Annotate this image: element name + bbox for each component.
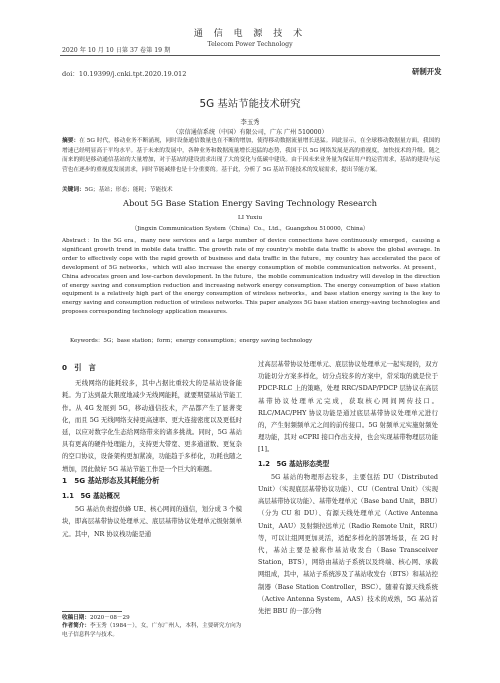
journal-name-cn: 通 信 电 源 技 术	[193, 29, 307, 39]
subsection-heading-1-2: 1.2 5G 基站形态类型	[258, 459, 330, 468]
received-value: 2020－08－29	[89, 615, 130, 621]
keywords-cn-label: 关键词：	[62, 187, 85, 193]
section-heading-1: 1 5G 基站形态及其耗能分析	[62, 475, 160, 485]
paragraph-1-1: 5G 基站负责提供蜂 UE、核心网间的通信，划分成 3 个模块，即高层基带协议处理单元、底层基带协议处理单元级射频单元。其中，NR 协议栈功能是通	[62, 505, 242, 538]
subsection-heading-1-1: 1.1 5G 基站概况	[62, 492, 120, 501]
journal-masthead	[0, 26, 500, 48]
title-cn: 5G 基站节能技术研究	[199, 98, 301, 110]
affiliation-cn: （京信通信系统（中国）有限公司，广东 广州 510000）	[172, 129, 328, 136]
section-tag: 研制开发	[412, 67, 442, 76]
journal-name-en: Telecom Power Technology	[207, 41, 293, 48]
received-date	[62, 614, 242, 622]
footnote-divider	[62, 611, 122, 612]
abstract-en-text: In the 5G era，many new services and a large number of device connections have continuously emerged，causing a significant growth trend in mobile data traffic. The growth rate of my country's mobile data traffic is above the global average. In order to effectively cope with the rapid growth of business and data traffic in the future，my country has accelerated the pace of development of 5G networks，which will also increase the energy consumption of mobile communication networks. At present，China advocates green and low-carbon development. In the future，the mobile communication industry will develop in the direction of energy saving and consumption reduction and increasing network energy consumption. The energy consumption of base station equipment is a relatively high part of the energy consumption of wireless networks，and base station energy saving is the key to energy saving and consumption reduction of wireless networks. This paper analyzes 5G base station energy-saving technologies and proposes corresponding technology application measures.	[62, 238, 441, 316]
body-column-left	[62, 362, 242, 540]
intro-paragraph: 无线网络的能耗较多，其中占据比重较大的是基站设备能耗。为了达到最大限度地减少无线网能耗，就要期望基站节能工作。从 4G 发展到 5G，移动通信技术，产品都产生了显著变化，而且 5G 无线网络支持更高速率、更大连接密度以及更低时延，以应对数字化生态给网络带来的诸多挑战。同时，5G 基站具有更高的硬件处理能力，支持更大带宽、更多通道数、更复杂的空口协议，设备架构更加紧凑，功能趋于多样化，功耗也随之增加，因此做好 5G 基站节能工作是一个巨大的难题。	[62, 379, 242, 473]
header-divider	[60, 55, 440, 56]
keywords-en	[70, 336, 312, 344]
abstract-cn	[62, 137, 440, 175]
bio-label: 作者简介：	[62, 623, 90, 630]
author-en: LI Yuxiu	[237, 215, 263, 221]
affiliation-en: （Jingxin Communication System（China）Co.，Ltd.，Guangzhou 510000，China）	[131, 226, 369, 232]
abstract-cn-text: 在 5G 时代，移动业务不断涌现，同时设备通信数量也在不断的增加，使得移动数据流量增长迅猛。因此显示，在全球移动数据量方面，我国的增速已经明显高于平均水平。基于未来的发展中，各种业务和数据流量增长迅猛的态势，我国于以 5G 网络发展是高的重视度，加快技术的升级。随之而来的则是移动通信基站的大量增加，对于基站的建设需求出现了大的变化与低碳中建设。由于因未来业务量为保证用户的运营需求，基站的建设与运营也在逐步的重视度发展需求，同时节能减排也是十分重要的。基于此，分析了 5G 基站节能技术的发展需求，提出节能方案。	[62, 138, 441, 173]
paragraph-1-1-cont: 过高层基带协议处理单元、底层协议处理单元一起实现的，双方功能切分方案多样化，切分点较多的方案中，常采取的就是位于 PDCP-RLC 上的策略，处理 RRC/SDAP/PDCP 层协议在高层基带协议处理单元完成，获取核心网间网传技口。RLC/MAC/PHY 协议功能是通过底层基带协议处理单元进行的，产生射频频单元之间的前传接口。5G 射频单元实施射频处理功能，其对 eCPRI 接口作出支持，也会实现基带物理层功能 [1]。	[258, 360, 438, 454]
abstract-en-label: Abstract：	[62, 238, 94, 244]
title-en: About 5G Base Station Energy Saving Technology Research	[122, 198, 378, 208]
section-heading-intro: 0 引 言	[62, 363, 96, 372]
footnote	[62, 614, 242, 639]
issue-info: 2020 年 10 月 10 日第 37 卷第 19 期	[62, 47, 171, 54]
keywords-en-label: Keywords：	[70, 338, 104, 344]
abstract-cn-label: 摘要：	[62, 138, 80, 144]
keywords-en-text: 5G；base station；form；energy consumption；energy saving technology	[103, 338, 313, 344]
keywords-cn	[62, 184, 173, 193]
author-bio	[62, 622, 242, 639]
received-label: 收稿日期：	[62, 615, 90, 621]
body-column-right	[258, 358, 438, 617]
author-cn: 李玉秀	[240, 119, 260, 126]
abstract-en	[62, 237, 440, 317]
doi: doi：10.19399/j.cnki.tpt.2020.19.012	[62, 70, 187, 78]
keywords-cn-text: 5G；基站；形态；能耗；节能技术	[84, 187, 173, 193]
paragraph-1-2: 5G 基站的物理形态较多，主要包括 DU（Distributed Unit）（实现底层基带协议功能）、CU（Central Unit）（实现高层基带协议功能）、基带处理单元（Base band Unit，BBU）（分为 CU 和 DU）、有源天线处理单元（Active Antenna Unit，AAU）及射频拉远单元（Radio Remote Unit，RRU）等，可以让组网更加灵活，适配多样化的部署场景，在 2G 时代，基站主要是被称作基站收发台（Base Transceiver Station，BTS），网络由基站子系统以及终端、核心网、承载网组成，其中，基站子系统涉及了基站收发台（BTS）和基站控制器（Base Station Controller，BSC）。随着有源天线系统（Active Antenna System，AAS）技术的成熟，5G 基站首先把 BBU 的一部分物	[258, 472, 438, 616]
bio-text: 李玉秀（1984－），女，广东广州人，本科，主要研究方向为电子信息科学与技术。	[62, 623, 242, 638]
